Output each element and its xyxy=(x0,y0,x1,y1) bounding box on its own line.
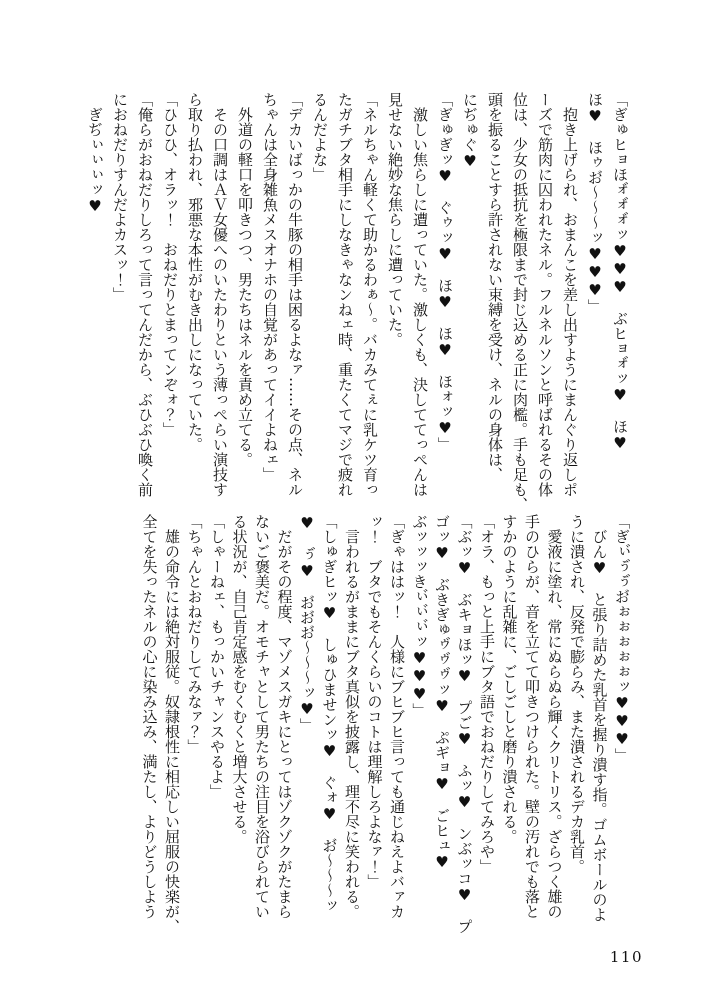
text-line: ないご褒美だ。オモチャとして男たちの注目を浴びられてい xyxy=(253,514,271,919)
text-line: 「ネルちゃん軽くて助かるわぁ〜。バカみてぇに乳ケツ育っ xyxy=(361,92,379,497)
text-line: 激しい焦らしに遭っていた。激しくも、決しててっぺんは xyxy=(411,92,429,497)
text-line: 「ぶッ♥ ぶキョほッ♥ プご♥ ふッ♥ ンぶッコ♥ プ xyxy=(455,514,474,934)
text-line: 「俺らがおねだりしろって言ってんだから、ぶひぶひ喚く前 xyxy=(136,92,154,497)
text-line: 外道の軽口を叩きつつ、男たちはネルを責め立てる。 xyxy=(236,92,254,467)
text-line: だがその程度、マゾメスガキにとってはゾクゾクがたまら xyxy=(275,514,294,919)
text-line: うに潰され、反発で膨らみ、また潰されるデカ乳首。 xyxy=(568,514,586,874)
text-line: たガチブタ相手にしなきゃなンねェ時、重たくてマジで疲れ xyxy=(336,92,354,497)
text-line: ぎぢぃぃぃッ♥ xyxy=(86,92,104,215)
text-line: 愛液に塗れ、常にぬらぬら輝くクリトリス。ざらつく雄の xyxy=(545,514,564,919)
text-line: 「ちゃんとおねだりしてみなァ？」 xyxy=(185,514,204,754)
text-line: ッ！ ブタでもそんくらいのコトは理解しろよなァ！」 xyxy=(365,514,384,889)
text-line: る状況が、自己肯定感をむくむくと増大させる。 xyxy=(230,514,249,844)
text-line: 「オラ、もっと上手にブタ語でおねだりしてみろや」 xyxy=(478,514,496,874)
text-line: ちゃんは全身雑魚メスオナホの自覚があってイイよねェ」 xyxy=(261,92,279,482)
text-line: ーズで筋肉に囚われたネル。フルネルソンと呼ばれるその体 xyxy=(536,92,554,497)
text-line: 「ぎゃははッ！ 人様にブヒブヒ言っても通じねえよバァカ xyxy=(388,514,406,919)
text-line: ほ♥ ほゥお゙〜〜〜ッ♥♥♥」 xyxy=(586,92,604,314)
text-line: 雄の命令には絶対服従。奴隷根性に相応しい屈服の快楽が、 xyxy=(163,514,181,934)
text-line: 手のひらが、音を立てて叩きつけられた。壁の汚れでも落と xyxy=(523,514,541,919)
vertical-text-block-top xyxy=(82,92,632,512)
text-line: におねだりすんだよカスッ！」 xyxy=(111,92,129,302)
text-line: ゴッ♥ ぶきぎゅゥ゙ゥ゙ゥ゙ッ♥ ぷギョ♥ ごヒュ♥ xyxy=(433,514,451,871)
text-line: るんだよな」 xyxy=(311,92,329,182)
vertical-text-block-bottom xyxy=(138,514,633,934)
text-line: ら取り払われ、邪悪な本性がむき出しになっていた。 xyxy=(186,92,204,452)
text-line: 「しゅぎヒッ♥ しゅひませンッ♥ ぐォ♥ お゙〜〜〜ッ xyxy=(320,514,339,913)
text-line: びん♥ と張り詰めた乳首を握り潰す指。ゴムボールのよ xyxy=(590,514,609,922)
text-line: すかのように乱雑に、ごしごしと磨り潰される。 xyxy=(500,514,519,844)
page-number: 110 xyxy=(609,948,643,966)
text-line: 位は、少女の抵抗を極限まで封じ込める正に肉檻。手も足も、 xyxy=(511,92,529,512)
text-line: 全てを失ったネルの心に染み込み、満たし、よりどうしよう xyxy=(140,514,159,919)
text-line: 言われるがままにブタ真似を披露し、理不尽に笑われる。 xyxy=(343,514,361,919)
text-line: 頭を振ることすら許されない束縛を受け、ネルの身体は、 xyxy=(486,92,504,482)
text-line: 「ぎゅヒョほォ゙ォ゙ォ゙ッ♥♥♥ ぶヒョォ゙ッ♥ ほ♥ xyxy=(611,92,629,452)
text-line: 「ぎぃ゙ぅ゙ぅ゙お゙ぉぉぉぉぉッ♥♥♥」 xyxy=(613,514,631,763)
text-line: 抱き上げられ、おまんこを差し出すようにまんぐり返しポ xyxy=(561,92,579,497)
text-line: その口調はＡＶ女優へのいたわりという薄っぺらい演技す xyxy=(211,92,229,497)
text-line: 「ひひひ、オラッ！ おねだりとまってンぞォ？」 xyxy=(161,92,179,437)
text-line: ♥ ぅ゙♥ お゙お゙お゙〜〜〜ッ♥」 xyxy=(298,514,316,733)
text-line: 「しゃーねェ、もっかいチャンスやるよ」 xyxy=(208,514,226,799)
text-line: ぶッッッきぃ゙ぃ゙ぃ゙ッ♥♥♥」 xyxy=(410,514,429,718)
text-line: 見せない絶妙な焦らしに遭っていた。 xyxy=(386,92,404,347)
text-line: にぢゅぐ♥ xyxy=(461,92,479,170)
text-line: 「デカいばっかの牛豚の相手は困るよなァ……その点、ネル xyxy=(286,92,304,497)
text-line: 「ぎゅぎッ♥ ぐゥッ♥ ほ♥ ほ♥ ほォッ♥」 xyxy=(436,92,454,452)
